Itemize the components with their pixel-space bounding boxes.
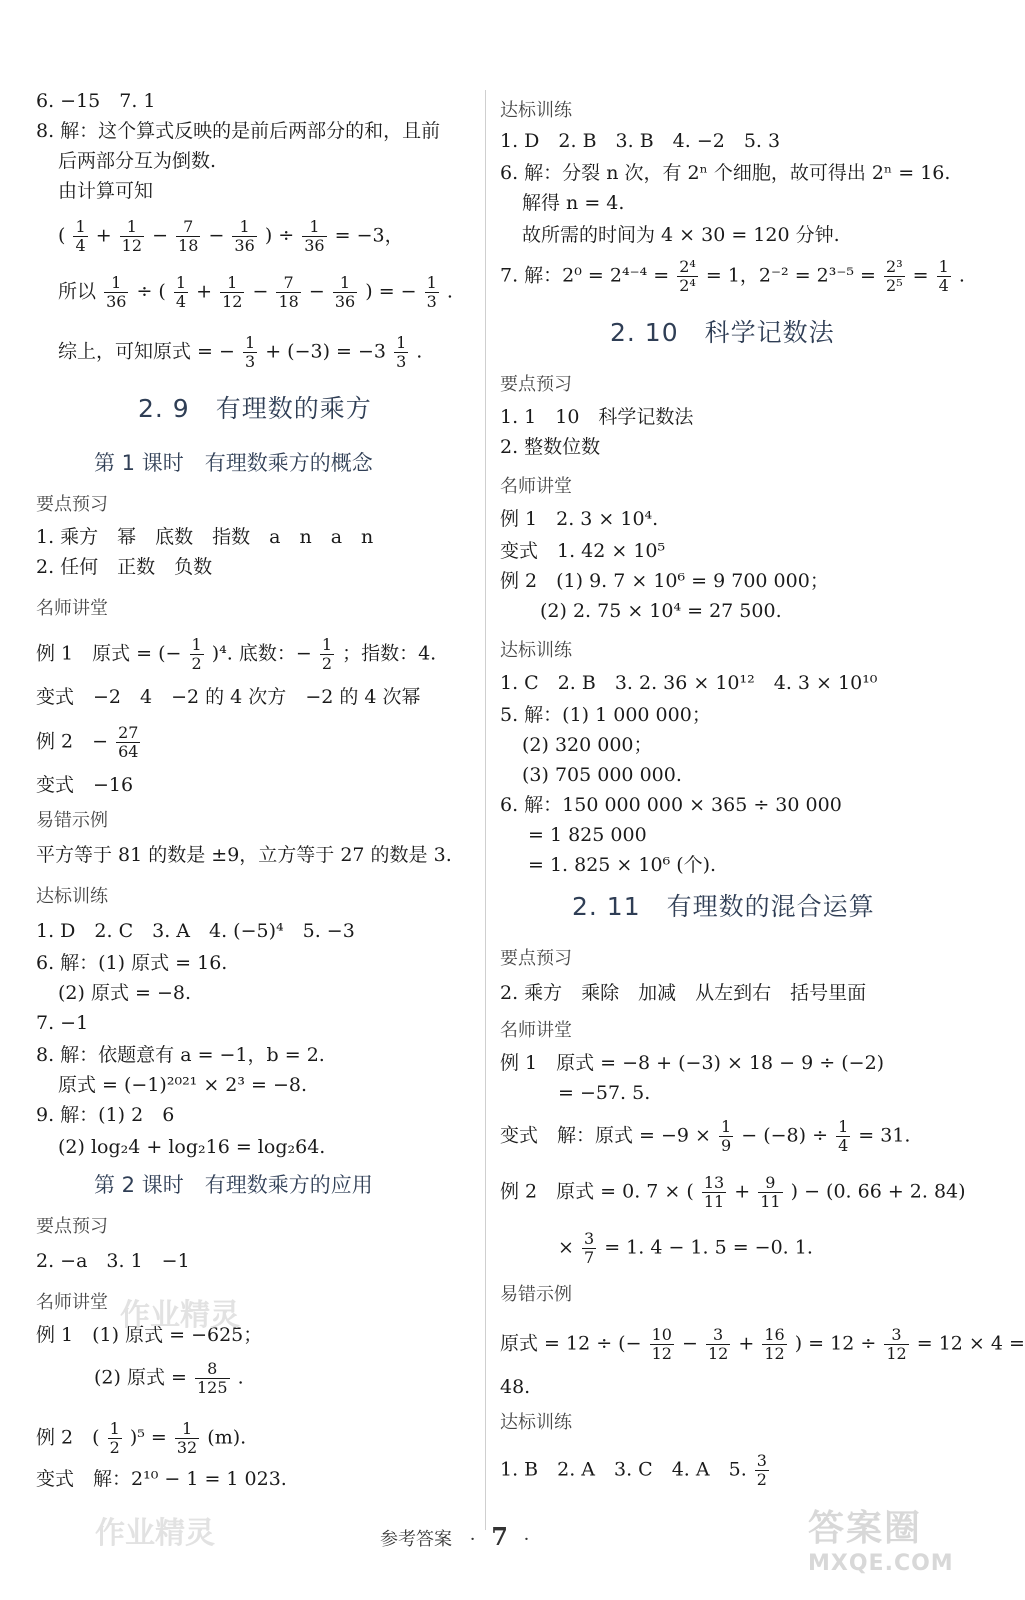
fraction <box>73 218 87 255</box>
denominator: 36 <box>304 236 325 255</box>
fraction <box>190 636 204 673</box>
answer-line: 7. −1 <box>36 1012 89 1034</box>
stamp-watermark: 作业精灵 <box>95 1516 215 1551</box>
text: 例 2 原式 = 0. 7 × ( <box>500 1180 694 1203</box>
answer-line: (3) 705 000 000. <box>522 764 682 786</box>
text: 变式 解：原式 = −9 × <box>500 1124 711 1147</box>
text: ( <box>58 224 66 247</box>
numerator: 1 <box>426 273 437 292</box>
numerator: 1 <box>175 1420 199 1439</box>
answer-line: 变式 −2 4 −2 的 4 次方 −2 的 4 次幂 <box>36 686 421 708</box>
text: 综上，可知原式 = − <box>58 340 235 363</box>
denominator: 11 <box>760 1192 781 1211</box>
footer-dot: · <box>469 1529 476 1550</box>
section-heading: 2. 10 科学记数法 <box>610 318 835 347</box>
text: + <box>734 1180 751 1203</box>
footer-dot: · <box>523 1529 530 1550</box>
denominator: 12 <box>886 1344 907 1363</box>
numerator: 3 <box>706 1326 730 1345</box>
answer-line: 原式 = (−1)²⁰²¹ × 2³ = −8. <box>58 1074 308 1096</box>
subsection-label: 名师讲堂 <box>500 1020 572 1041</box>
text: = 31. <box>858 1124 911 1147</box>
denominator: 2⁵ <box>886 276 903 295</box>
fraction <box>174 274 188 311</box>
text: ；指数：4. <box>342 642 437 665</box>
subsection-label: 要点预习 <box>500 374 572 395</box>
subsection-label: 达标训练 <box>500 1412 572 1433</box>
text: )⁴. 底数：− <box>211 642 312 665</box>
text: 所以 <box>58 280 97 303</box>
text: + (−3) = −3 <box>265 340 387 363</box>
text: (m). <box>207 1426 247 1449</box>
answer-line: 1. D 2. B 3. B 4. −2 5. 3 <box>500 130 781 152</box>
numerator: 7 <box>276 274 300 293</box>
answer-line: 例 1 原式 = −8 + (−3) × 18 − 9 ÷ (−2) <box>500 1052 885 1074</box>
answer-line: (2) 320 000； <box>522 734 653 756</box>
answer-line: = 1. 825 × 10⁶ (个). <box>528 854 717 876</box>
denominator: 7 <box>583 1248 595 1267</box>
text: ) ÷ <box>264 224 295 247</box>
text: + <box>95 224 112 247</box>
fraction <box>175 1420 199 1457</box>
text: ÷ ( <box>136 280 166 303</box>
fraction <box>706 1326 730 1363</box>
answer-line: = 1 825 000 <box>528 824 647 846</box>
column-divider <box>485 90 486 1530</box>
answer-line: 解得 n = 4. <box>522 192 625 214</box>
answer-line: 8. 解：这个算式反映的是前后两部分的和，且前 <box>36 120 441 142</box>
numerator: 3 <box>884 1326 908 1345</box>
denominator: 12 <box>764 1344 785 1363</box>
subsection-label: 名师讲堂 <box>500 476 572 497</box>
answer-line: 由计算可知 <box>58 180 154 202</box>
answer-line: 1. 1 10 科学记数法 <box>500 406 694 428</box>
footer-label: 参考答案 <box>380 1529 452 1550</box>
fraction <box>243 334 257 371</box>
text: . <box>416 340 423 363</box>
answer-line: 8. 解：依题意有 a = −1，b = 2. <box>36 1044 325 1066</box>
formula-line <box>58 274 453 311</box>
formula-line <box>94 1360 244 1397</box>
text: = 1. 4 − 1. 5 = −0. 1. <box>604 1236 813 1259</box>
fraction <box>677 258 698 295</box>
answer-line: 9. 解：(1) 2 6 <box>36 1104 175 1126</box>
answer-line: 5. 解：(1) 1 000 000； <box>500 704 711 726</box>
numerator: 7 <box>176 218 200 237</box>
lesson-heading: 第 1 课时 有理数乘方的概念 <box>94 451 373 475</box>
denominator: 12 <box>121 236 143 255</box>
fraction <box>320 636 334 673</box>
answer-line: 2. 乘方 乘除 加减 从左到右 括号里面 <box>500 982 867 1004</box>
numerator: 13 <box>703 1173 725 1192</box>
text: . <box>958 264 965 287</box>
answer-line: (2) 原式 = −8. <box>58 982 192 1004</box>
answer-line: 例 1 2. 3 × 10⁴. <box>500 508 659 530</box>
watermark-title: 答案圈 <box>808 1508 923 1549</box>
text: ) − (0. 66 + 2. 84) <box>790 1180 966 1203</box>
answer-line: 变式 解：2¹⁰ − 1 = 1 023. <box>36 1468 287 1490</box>
fraction <box>755 1452 769 1489</box>
numerator: 1 <box>396 333 407 352</box>
fraction <box>195 1360 230 1397</box>
numerator: 1 <box>120 218 144 237</box>
denominator: 2 <box>756 1470 767 1489</box>
numerator: 10 <box>651 1325 672 1344</box>
numerator: 1 <box>302 218 326 237</box>
denominator: 4 <box>175 292 187 311</box>
answer-line: (2) log₂4 + log₂16 = log₂64. <box>58 1136 326 1158</box>
fraction <box>232 218 256 255</box>
numerator: 1 <box>321 635 333 654</box>
fraction <box>719 1118 733 1155</box>
text: 1. B 2. A 3. C 4. A 5. <box>500 1458 747 1481</box>
fraction <box>220 274 244 311</box>
subsection-label: 达标训练 <box>500 640 572 661</box>
fraction <box>276 274 300 311</box>
numerator: 16 <box>764 1325 785 1344</box>
answer-line: (2) 2. 75 × 10⁴ = 27 500. <box>540 600 782 622</box>
fraction <box>108 1420 122 1457</box>
fraction <box>176 218 200 255</box>
section-heading: 2. 9 有理数的乘方 <box>138 394 372 423</box>
text: − <box>208 224 225 247</box>
text: = 1，2⁻² = 2³⁻⁵ = <box>705 264 876 287</box>
fraction <box>758 1174 782 1211</box>
denominator: 2⁴ <box>679 276 696 295</box>
numerator: 1 <box>175 273 187 292</box>
denominator: 12 <box>707 1344 729 1363</box>
numerator: 9 <box>758 1174 782 1193</box>
fraction <box>836 1118 850 1155</box>
answer-line: 平方等于 81 的数是 ±9，立方等于 27 的数是 3. <box>36 844 452 866</box>
denominator: 125 <box>196 1378 228 1397</box>
text: − <box>252 280 269 303</box>
text: )⁵ = <box>129 1426 167 1449</box>
subsection-label: 名师讲堂 <box>36 1292 108 1313</box>
denominator: 18 <box>278 292 299 311</box>
numerator: 8 <box>195 1360 230 1379</box>
numerator: 1 <box>232 218 256 237</box>
formula-line <box>36 1420 246 1457</box>
formula-line <box>500 258 965 295</box>
page-footer <box>380 1522 529 1551</box>
numerator: 1 <box>75 217 86 236</box>
text: × <box>558 1236 574 1259</box>
answer-line: 48. <box>500 1376 531 1398</box>
text: 原式 = 12 ÷ (− <box>500 1332 642 1355</box>
answer-line: 6. 解：(1) 原式 = 16. <box>36 952 228 974</box>
denominator: 2 <box>191 654 202 673</box>
numerator: 1 <box>721 1117 732 1136</box>
numerator: 2³ <box>886 257 903 276</box>
numerator: 1 <box>104 274 128 293</box>
text: − (−8) ÷ <box>741 1124 829 1147</box>
fraction <box>702 1174 726 1211</box>
text: 例 1 原式 = (− <box>36 642 182 665</box>
fraction <box>394 334 408 371</box>
numerator: 1 <box>333 274 357 293</box>
fraction <box>116 724 140 761</box>
fraction <box>425 274 439 311</box>
formula-line <box>36 636 436 673</box>
denominator: 18 <box>178 236 199 255</box>
numerator: 1 <box>109 1419 120 1438</box>
numerator: 27 <box>118 723 139 742</box>
site-watermark <box>808 1500 978 1580</box>
numerator: 1 <box>220 274 244 293</box>
text: 例 2 − <box>36 730 109 753</box>
subsection-label: 易错示例 <box>36 810 108 831</box>
subsection-label: 要点预习 <box>500 948 572 969</box>
text: − <box>308 280 325 303</box>
fraction <box>104 274 128 311</box>
denominator: 9 <box>721 1136 732 1155</box>
numerator: 2⁴ <box>679 257 696 276</box>
denominator: 3 <box>426 292 437 311</box>
denominator: 3 <box>396 352 407 371</box>
text: = <box>912 264 929 287</box>
denominator: 36 <box>334 292 356 311</box>
text: = −3， <box>334 224 404 247</box>
section-heading: 2. 11 有理数的混合运算 <box>572 892 875 921</box>
lesson-heading: 第 2 课时 有理数乘方的应用 <box>94 1173 373 1197</box>
numerator: 1 <box>191 635 202 654</box>
formula-line <box>36 724 142 761</box>
text: − <box>681 1332 698 1355</box>
stamp-watermark: 作业精灵 <box>120 1298 240 1333</box>
text: 例 2 ( <box>36 1426 100 1449</box>
answer-line: 例 1 (1) 原式 = −625； <box>36 1324 263 1346</box>
fraction <box>884 258 905 295</box>
formula-line <box>500 1118 910 1155</box>
subsection-label: 名师讲堂 <box>36 598 108 619</box>
answer-line: 1. C 2. B 3. 2. 36 × 10¹² 4. 3 × 10¹⁰ <box>500 672 878 694</box>
fraction <box>650 1326 674 1363</box>
denominator: 4 <box>938 276 949 295</box>
formula-line <box>58 218 404 255</box>
watermark-site: MXQE.COM <box>808 1551 954 1576</box>
answer-line: 6. 解：150 000 000 × 365 ÷ 30 000 <box>500 794 842 816</box>
formula-line <box>558 1230 813 1267</box>
formula-line <box>500 1326 1025 1363</box>
numerator: 3 <box>756 1451 767 1470</box>
denominator: 64 <box>118 742 139 761</box>
denominator: 32 <box>176 1438 198 1457</box>
denominator: 11 <box>703 1192 725 1211</box>
fraction <box>120 218 144 255</box>
text: = 12 × 4 = <box>916 1332 1025 1355</box>
answer-line: 6. −15 7. 1 <box>36 90 156 112</box>
denominator: 4 <box>838 1136 849 1155</box>
subsection-label: 易错示例 <box>500 1284 572 1305</box>
denominator: 3 <box>244 352 256 371</box>
denominator: 4 <box>75 236 86 255</box>
text: 7. 解：2⁰ = 2⁴⁻⁴ = <box>500 264 670 287</box>
text: (2) 原式 = <box>94 1366 187 1389</box>
formula-line <box>500 1174 966 1211</box>
numerator: 1 <box>838 1117 849 1136</box>
page-number: 7 <box>491 1522 508 1551</box>
answer-line: 变式 −16 <box>36 774 134 796</box>
fraction <box>333 274 357 311</box>
answer-line: 6. 解：分裂 n 次，有 2ⁿ 个细胞，故可得出 2ⁿ = 16. <box>500 162 951 184</box>
fraction <box>762 1326 786 1363</box>
answer-line: 故所需的时间为 4 × 30 = 120 分钟. <box>522 224 840 246</box>
answer-line: 1. 乘方 幂 底数 指数 a n a n <box>36 526 374 548</box>
text: ) = − <box>365 280 417 303</box>
text: . <box>237 1366 244 1389</box>
text: + <box>196 280 213 303</box>
text: − <box>152 224 168 247</box>
answer-line: 1. D 2. C 3. A 4. (−5)⁴ 5. −3 <box>36 920 355 942</box>
text: ) = 12 ÷ <box>794 1332 877 1355</box>
denominator: 2 <box>321 654 333 673</box>
denominator: 2 <box>109 1438 120 1457</box>
subsection-label: 要点预习 <box>36 494 108 515</box>
denominator: 12 <box>222 292 243 311</box>
answer-line: = −57. 5. <box>558 1082 651 1104</box>
text: . <box>446 280 453 303</box>
formula-line <box>500 1452 771 1489</box>
numerator: 1 <box>938 257 949 276</box>
subsection-label: 达标训练 <box>36 886 108 907</box>
subsection-label: 要点预习 <box>36 1216 108 1237</box>
fraction <box>302 218 326 255</box>
answer-line: 后两部分互为倒数. <box>58 150 217 172</box>
numerator: 1 <box>244 333 256 352</box>
subsection-label: 达标训练 <box>500 100 572 121</box>
denominator: 36 <box>234 236 255 255</box>
denominator: 12 <box>651 1344 672 1363</box>
fraction <box>937 258 951 295</box>
fraction <box>582 1230 596 1267</box>
numerator: 3 <box>583 1229 595 1248</box>
fraction <box>884 1326 908 1363</box>
text: + <box>738 1332 755 1355</box>
answer-line: 2. 整数位数 <box>500 436 601 458</box>
answer-line: 例 2 (1) 9. 7 × 10⁶ = 9 700 000； <box>500 570 829 592</box>
answer-line: 2. 任何 正数 负数 <box>36 556 213 578</box>
answer-line: 变式 1. 42 × 10⁵ <box>500 540 666 562</box>
answer-line: 2. −a 3. 1 −1 <box>36 1250 190 1272</box>
denominator: 36 <box>106 292 127 311</box>
formula-line <box>58 334 422 371</box>
